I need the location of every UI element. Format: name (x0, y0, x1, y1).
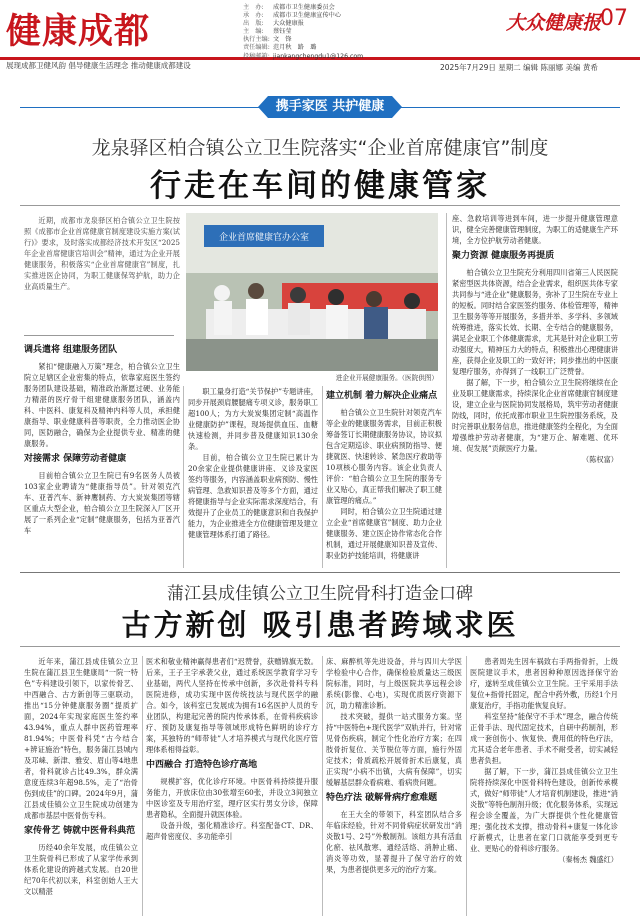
column-divider (322, 386, 323, 568)
paragraph: 患者周先生因车祸致右手两指骨折，上级医院建议手术，患者因种种原因选择保守治疗，遂转至成佳镇公立卫生院。王宇采用手法复位+指骨托固定，配合中药外敷，历经1个月康复治疗，手指功能恢复良好。 (470, 657, 618, 710)
column-divider (322, 656, 323, 916)
credit-value: 范月秋 路 璐 (273, 44, 317, 52)
masthead-slogan: 展现成都卫健风韵 倡导健康生活理念 推动健康成都建设 (6, 61, 191, 70)
ribbon-rule-right (400, 107, 620, 108)
paragraph: 同时，柏合镇公立卫生院通过建立企业“首席健康官”制度、助力企业健康服务、建立医企协作常态化合作机制，通过开展健康知识普及宣传、职业防护技能培训，将健康讲 (326, 507, 442, 560)
paragraph: 目前柏合镇公立卫生院已有9名医务人员被103家企业聘请为“健康指导员”。针对领克汽车、亚普汽车、新神鹰制药、方大炭炭集团等辖区重点大型企业，柏合镇公立卫生院深入厂区开展了一系列企业“定制”健康服务，包括为亚普汽车 (24, 471, 180, 535)
column-divider (446, 213, 447, 568)
credit-key: 投稿邮箱: (243, 52, 270, 60)
credit-key: 出 版: (243, 20, 264, 28)
article1-column-2 (188, 386, 318, 540)
article1-column-3 (326, 386, 442, 561)
paragraph: 在王大全的带领下，科室团队结合多年临床经验，针对不同骨病症状研发出“消炎散1号、2号”外敷制剂。该组方具有活血化瘀、祛风散寒、通经活络、消肿止痛、消炎等功效，显著提升了保守治疗的效果，为患者提供更多元的治疗方案。 (326, 810, 462, 874)
paragraph: 床、麻醉机等先进设备，并与四川大学医学检验中心合作，确保检验质量达三级医院标准，同时，与上级医院共享远程会诊系统(影像、心电)，实现优质医疗资源下沉，助力精准诊断。 (326, 657, 462, 710)
credit-key: 承 办: (243, 12, 264, 20)
article1-column-4 (452, 213, 618, 465)
article1-subtitle: 龙泉驿区柏合镇公立卫生院落实“企业首席健康官”制度 (91, 137, 549, 159)
paragraph: 据了解，下一步，蒲江县成佳镇公立卫生院将持续深化中医骨科特色建设，创新传承模式，做好“师带徒”人才培育机制建设，推进“消炎散”等特色制剂升级；优化服务体系，实现远程会诊全覆盖，为广大群提供个性化健康管理；强化技术支撑，推动骨科+康复一体化诊疗新模式，让患者在家门口就能享受到更专业、更贴心的骨科诊疗服务。 (470, 767, 618, 853)
credit-value: 蔡钰莹 (273, 28, 292, 36)
credit-row (243, 12, 363, 20)
paragraph: 紧扣“健康融入万策”理念，柏合镇公立卫生院立足辖区企业密集的特点，依靠家庭医生签约服务团队建设基础，精准政治渐愿过硬、业务能力精湛的医疗骨干组建健康服务团队，涵盖内科、中医科、康复科及精神内科等人员，承担健康指导、职业健康科普等职责，全力推动医企协同，医防融合，确保为企业提供专业、精准的健康服务。 (24, 362, 180, 448)
credit-key: 责任编辑: (243, 44, 270, 52)
section-ribbon: 携手家医 共护健康 (268, 96, 392, 118)
paragraph: 医术和敬业精神赢得患者们“迟赞誉，获赠锦旗无数。后来，王子王字承袭父业，通过系统医学教育学习专业基础，两代人坚持在传承中创新，多次赴骨科专科医院进修，成功实现中医传统技法与现代医学的融合。如今，该科室已发展成为拥有16名医护人员的专业团队，构建起完善的院内传承体系，在骨科疾病诊疗、预防及康复指导等领域形成特色鲜明的诊疗方案，其独特的“师带徒”人才培养模式与现代化医疗管理体系相得益彰。 (146, 657, 318, 754)
ribbon-rule-left (20, 107, 260, 108)
lead-divider (24, 335, 174, 336)
photo-banner-text: 企业首席健康官办公室 (218, 233, 310, 243)
credit-value: 大众健康报 (273, 20, 304, 28)
article1-title: 行走在车间的健康管家 (150, 168, 490, 204)
newspaper-brand-logo: 大众健康报 (506, 12, 602, 34)
credit-row (243, 4, 363, 12)
article1-byline: （陈权富） (582, 455, 618, 464)
credit-key: 主 编: (243, 28, 264, 36)
article2-column-1 (24, 656, 138, 897)
column-divider (142, 656, 143, 916)
paragraph: 规模扩容，优化诊疗环境。中医骨科持续提升服务能力，开放床位由30张增至60张，并设立3间独立中医诊室及专用治疗室，理疗区实行男女分诊，保障患者隐私，全面提升就医体验。 (146, 777, 318, 819)
article2-subtitle: 蒲江县成佳镇公立卫生院骨科打造金口碑 (167, 584, 473, 604)
article1-subheading: 聚力资源 健康服务再提质 (452, 251, 555, 261)
credit-key: 执行主编: (243, 36, 270, 44)
credit-key: 主 办: (243, 4, 264, 11)
credit-email[interactable]: jiankangchengdu1@126.com (273, 52, 364, 60)
paragraph: 柏合镇公立卫生院针对领克汽车等企业的健康服务需求，目前正积极筹备签订长期健康服务协议，协议拟包含定期巡诊、职业病预防指导、便捷就医、快速转诊、紧急医疗救助等10项核心服务内容。该企业负责人评价：“柏合镇公立卫生院的服务专业又贴心，真正帮我们解决了职工健康管理的痛点。” (326, 408, 442, 505)
article1-column-1 (24, 340, 180, 536)
paragraph: 职工量身打造“关节保护”专题讲座，同步开展颈肩腰腿痛专项义诊，服务职工超100人；为方大炭炭集团定制“高温作业健康防护”课程，现场提供血压、血糖快速检测，并同步普及健康知识130余条。 (188, 387, 318, 451)
credit-value: 成都市卫生健康委员会 (273, 4, 335, 11)
article1-lead (24, 215, 180, 333)
article2-column-4 (470, 656, 618, 865)
section-divider (20, 572, 620, 573)
paragraph: 科室坚持“能保守不手术”理念，融合传统正骨手法、现代固定技术，自研中药制剂，形成一套创伤小、恢复快、费用低的特色疗法，尤其适合老年患者、手术不耐受者，切实减轻患者负担。 (470, 712, 618, 765)
article2-column-3 (326, 656, 462, 875)
paragraph: 设备升级，强化精准诊疗。科室配备CT、DR、超声骨密度仪、多功能牵引 (146, 821, 318, 841)
article2-title: 古方新创 吸引患者跨域求医 (121, 608, 519, 642)
article1-photo (186, 213, 438, 371)
article1-lead-text: 近期，成都市龙泉驿区柏合镇公立卫生院按照《成都市企业首席健康官制度建设实施方案(试行)》要求，及时落实成都经济技术开发区“2025年企业首席健康官培训会”精神，通过为企业开展健康服务，积极落实“企业首席健康官”制度，扎实推进医企协同，为职工健康保驾护航，助力企业高质量生产。 (24, 216, 180, 291)
photo-illustration (186, 213, 438, 371)
article1-subheading: 建立机制 着力解决企业痛点 (326, 391, 438, 401)
column-divider (466, 656, 467, 916)
article2-lead-text: 近年来，蒲江县成佳镇公立卫生院在蒲江县卫生健康局“一院一特色”专科建设引领下，以家传骨艺、中西融合、古方新创等三驱联动，推出“15分钟健康服务圈”提质扩面，2024年实现家庭医生签约率43.94%，重点人群中医药管理率81.94%；中医骨科凭“古今结合+辨证施治”特色，服务蒲江县城内及邛崃、新津、雅安、眉山等4地患者，骨科就诊占比49.3%，群众满意度连续3年超98.5%，走了“治骨伤到成佳”的口碑。2024年9月，蒲江县成佳镇公立卫生院成功创建为成都市基层中医骨伤专科。 (24, 657, 138, 820)
article1-title-rule (20, 205, 620, 206)
article1-subheading: 对接需求 保障劳动者健康 (24, 454, 127, 464)
paragraph: 柏合镇公立卫生院充分利用四川省第三人民医院紧密型医共体资源，结合企业需求，组织医共体专家共同参与“进企业”健康服务，弥补了卫生院在专业上的短板。同时结合家医签约服务、体检管理等，精神卫生服务等等开展服务，多措并举、多学科、多领域统筹推进，落实长效、长期、全专结合的健康服务，满足企业职工个体健康需求，尤其是针对企业职工劳动强度大，精神压力大的特点，积极推出心理健康讲座，获得企业及职工的一致好评；同步推出的中医康复理疗服务，亦得到了一线职工广泛赞誉。 (452, 268, 618, 376)
page-number: 07 (600, 6, 628, 31)
date-editor-line: 2025年7月29日 星期二 编辑 陈丽娜 美编 黄希 (440, 63, 598, 72)
photo-caption: 进企业开展健康服务。（医院供图） (335, 374, 438, 382)
article2-byline: （秦杨杰 魏盛红） (558, 855, 618, 864)
article2-column-2 (146, 656, 318, 842)
paragraph: 目前，柏合镇公立卫生院已累计为20余家企业提供健康讲座、义诊及家医签约等服务，内容涵盖职业病预防、慢性病管理、急救知识普及等多个方面，通过将健康指导与企业实际需求深度结合，有效提升了企业员工的健康意识和自我保护能力，为企业推进全方位健康管理及建立健康管理体系打通了路径。 (188, 453, 318, 539)
article2-subheading: 家传骨艺 铸就中医骨科典范 (24, 826, 136, 836)
paragraph: 据了解，下一步，柏合镇公立卫生院将继续在企业及职工健康需求，持续深化企业首席健康官制度建设，建立企业与医院协同发展格局，筑牢劳动者健康防线，同时，依托成都市职业卫生院控服务系统，及时完善职业服务信息，推进健康签约全程化，为全面增强维护劳动者健康，为“建万企、解难题、优环境、促发展”贡献医疗力量。 (452, 378, 618, 453)
masthead (0, 0, 640, 60)
credit-value: 文 锋 (273, 36, 292, 44)
masthead-title: 健康成都 (6, 11, 151, 52)
article2-subheading: 中西融合 打造特色诊疗高地 (146, 760, 258, 770)
paragraph: 技术突破，提供一站式服务方案。坚持“中医特色+现代医学”双轨并行，针对常见骨伤疾病，制定个性化治疗方案；在四肢骨折复位、关节脱位等方面，施行外固定技术；骨质疏松开展骨折术后康复，真正实现“小病不出镇，大病有保障”，切实缓解基层群众看病难、看病贵问题。 (326, 712, 462, 787)
credit-value: 成都市卫生健康宣传中心 (273, 12, 342, 20)
credit-row (243, 44, 363, 52)
credits-block (243, 4, 363, 61)
article2-title-rule (20, 646, 620, 647)
article1-subheading: 调兵遣将 组建服务团队 (24, 345, 118, 355)
paragraph: 历经40余年发展，成佳镇公立卫生院骨科已形成了从家学传承到体系化建设的跨越式发展。自20世纪70年代初以来，科室创始人王大文以精湛 (24, 843, 138, 896)
column-divider (183, 386, 184, 568)
credit-row (243, 53, 363, 61)
article2-subheading: 特色疗法 破解骨病疗愈难题 (326, 793, 438, 803)
paragraph: 座、急救培训等进到车间，进一步提升健康管理意识，健全完善健康管理制度，为职工的适健康生产环境，全方位护航劳动者健康。 (452, 214, 618, 245)
